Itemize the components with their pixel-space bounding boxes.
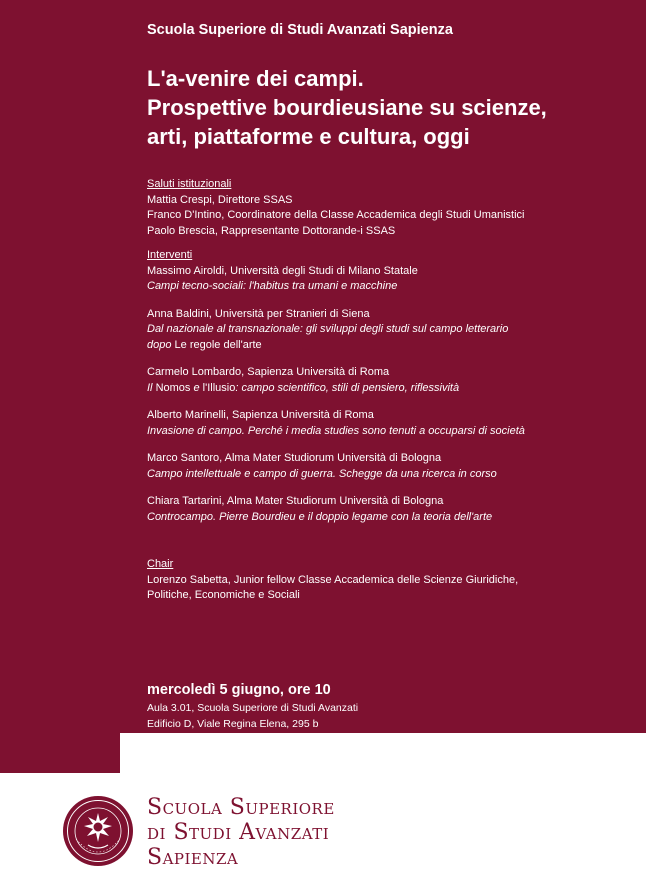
speaker xyxy=(147,264,627,295)
speaker xyxy=(147,365,627,396)
footer-line: Scuola Superiore xyxy=(147,795,335,820)
saluti-person: Paolo Brescia, Rappresentante Dottorande-i SSAS xyxy=(147,224,396,237)
speaker xyxy=(147,408,627,439)
chair-line: Politiche, Economiche e Sociali xyxy=(147,589,300,601)
organization-name: Scuola Superiore di Studi Avanzati Sapienza xyxy=(147,22,453,38)
title-line: L'a-venire dei campi. xyxy=(147,66,364,91)
talk-title: Campi tecno-sociali: l'habitus tra umani e macchine xyxy=(147,280,398,292)
saluti-person: Franco D'Intino, Coordinatore della Classe Accademica degli Studi Umanistici xyxy=(147,209,525,221)
speaker xyxy=(147,494,627,525)
talk-fragment: : campo scientifico, stili di pensiero, riflessività xyxy=(235,381,460,394)
speaker xyxy=(147,451,627,482)
footer-line: di Studi Avanzati xyxy=(147,820,330,845)
event-room: Aula 3.01, Scuola Superiore di Studi Avanzati xyxy=(147,702,359,714)
event-title xyxy=(147,64,547,151)
speaker-name: Marco Santoro, Alma Mater Studiorum Università di Bologna xyxy=(147,452,442,464)
talk-title: Invasione di campo. Perché i media studies sono tenuti a occuparsi di società xyxy=(147,424,525,437)
program xyxy=(147,177,627,604)
maroon-panel-tail xyxy=(0,733,120,773)
talk-title: Campo intellettuale e campo di guerra. Schegge da una ricerca in corso xyxy=(147,467,497,480)
talk-fragment: Il xyxy=(147,381,153,394)
talk-title: Controcampo. Pierre Bourdieu e il doppio legame con la teoria dell'arte xyxy=(147,510,493,523)
interventi-label: Interventi xyxy=(147,249,193,261)
talk-fragment: Le regole dell'arte xyxy=(174,338,262,351)
chair-label: Chair xyxy=(147,558,174,570)
event-address: Edificio D, Viale Regina Elena, 295 b xyxy=(147,718,319,730)
chair-line: Lorenzo Sabetta, Junior fellow Classe Accademica delle Scienze Giuridiche, xyxy=(147,573,519,586)
speaker-name: Massimo Airoldi, Università degli Studi di Milano Statale xyxy=(147,264,418,277)
speaker-name: Carmelo Lombardo, Sapienza Università di Roma xyxy=(147,366,390,378)
talk-title: Dal nazionale al transnazionale: gli sviluppi degli studi sul campo letterario xyxy=(147,323,509,335)
talk-fragment: e xyxy=(193,381,200,394)
talk-title-cont xyxy=(147,338,627,354)
footer-institution-name xyxy=(147,795,335,870)
title-line: Prospettive bourdieusiane su scienze, xyxy=(147,95,547,120)
title-line: arti, piattaforme e cultura, oggi xyxy=(147,124,470,149)
speaker-name: Alberto Marinelli, Sapienza Università di Roma xyxy=(147,409,374,421)
talk-fragment: Nomos xyxy=(155,381,191,394)
talk-fragment: dopo xyxy=(147,338,172,351)
saluti-label: Saluti istituzionali xyxy=(147,178,232,190)
footer-line: Sapienza xyxy=(147,845,239,870)
talk-fragment: l'Illusio xyxy=(202,381,236,394)
event-date: mercoledì 5 giugno, ore 10 xyxy=(147,682,331,698)
speaker-name: Anna Baldini, Università per Stranieri di Siena xyxy=(147,307,370,320)
saluti-person: Mattia Crespi, Direttore SSAS xyxy=(147,193,293,206)
sapienza-seal-icon xyxy=(62,795,134,867)
talk-title xyxy=(147,381,627,397)
event-details xyxy=(147,682,358,732)
speaker-name: Chiara Tartarini, Alma Mater Studiorum Università di Bologna xyxy=(147,495,444,507)
speaker xyxy=(147,307,627,354)
